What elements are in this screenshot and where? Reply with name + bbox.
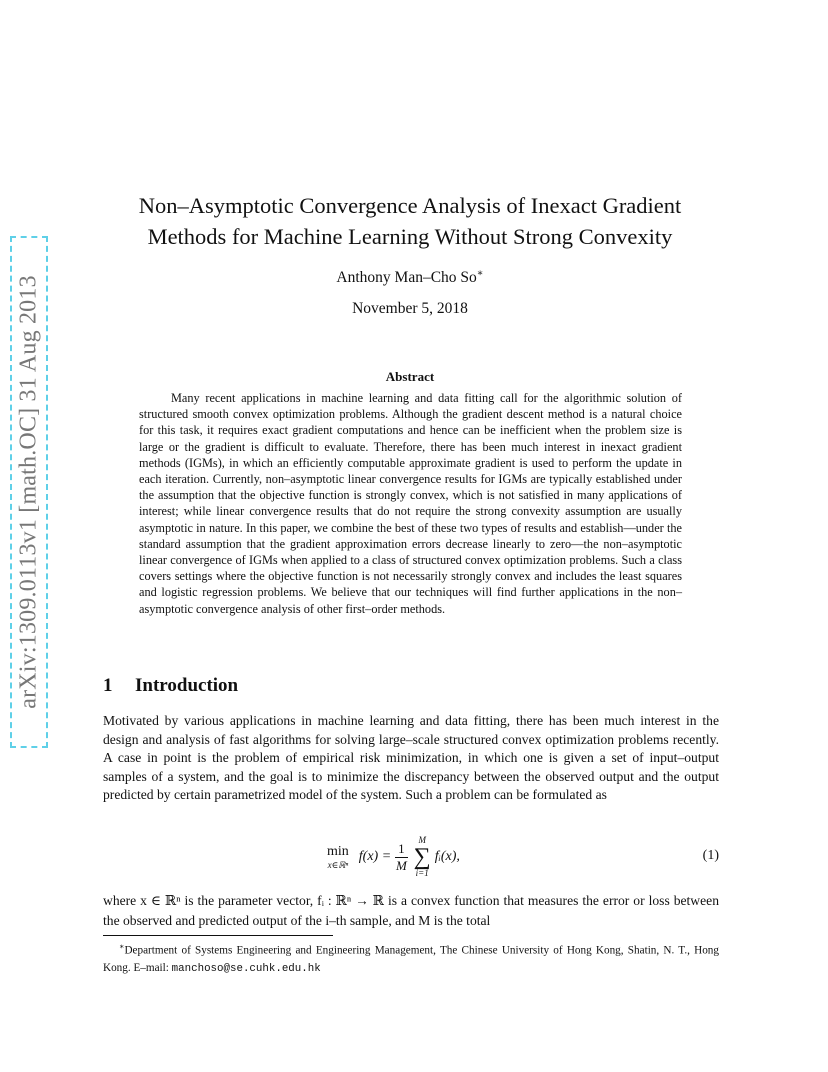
abstract-text: Many recent applications in machine learning and data fitting call for the algorithmic solution of structured smooth convex optimization problems. Although the gradient descent method is a natural choice for this task, it requires exact gradient computations and hence can be inefficient when the problem size is large or the gradient is difficult to evaluate. Therefore, there has been much interest in inexact gradient methods (IGMs), in which an efficiently computable approximate gradient is used to perform the update in each iteration. Currently, non–asymptotic linear convergence results for IGMs are typically established under the assumption that the objective function is strongly convex, which is not satisfied in many applications of interest; while linear convergence results that do not require the strong convexity assumption are usually asymptotic in nature. In this paper, we combine the best of these two types of results and establish—under the standard assumption that the gradient approximation errors decrease linearly to zero—the non–asymptotic linear convergence of IGMs when applied to a class of structured convex optimization problems. Such a class covers settings where the objective function is not necessarily strongly convex and includes the least squares and logistic regression problems. We believe that our techniques will find further applications in the non–asymptotic convergence analysis of other first–order methods. xyxy=(139,391,682,616)
min-op-text: min xyxy=(327,843,349,859)
section-title: Introduction xyxy=(135,675,239,696)
equation-rhs: fᵢ(x), xyxy=(434,849,460,864)
arxiv-stamp xyxy=(10,236,48,748)
fraction-denominator: M xyxy=(395,857,407,873)
min-op-subscript: x∈ℝⁿ xyxy=(327,859,349,870)
after-equation-paragraph: where x ∈ ℝⁿ is the parameter vector, fᵢ : ℝⁿ → ℝ is a convex function that measures the error or loss between the observed and predicted output of the i–th sample, and M is the total xyxy=(103,893,719,928)
abstract-heading: Abstract xyxy=(385,369,435,384)
sum-symbol: ∑ xyxy=(413,844,431,870)
section-heading xyxy=(103,675,238,697)
section-number: 1 xyxy=(103,675,113,696)
footnote-text: Department of Systems Engineering and Engineering Management, The Chinese University of Hong Kong, Shatin, N. T., Hong Kong. E–mail: xyxy=(103,944,719,974)
footnote-divider xyxy=(103,935,333,936)
title-line-1: Non–Asymptotic Convergence Analysis of Inexact Gradient xyxy=(138,193,682,218)
footnote-mark: ∗ xyxy=(119,942,125,951)
footnote-email: manchoso@se.cuhk.edu.hk xyxy=(171,962,321,975)
equation-number: (1) xyxy=(702,848,719,863)
author-name: Anthony Man–Cho So xyxy=(336,269,477,287)
footnote xyxy=(103,938,719,978)
sum-operator xyxy=(414,836,431,878)
equation-lhs: f(x) = xyxy=(358,849,392,864)
fraction xyxy=(395,841,408,874)
equation-math xyxy=(327,832,460,882)
min-operator xyxy=(327,844,349,871)
author-footnote-mark: ∗ xyxy=(476,268,484,279)
sum-lower-limit: i=1 xyxy=(415,868,429,878)
author-line xyxy=(100,268,720,287)
sum-upper-limit: M xyxy=(418,835,426,845)
arxiv-identifier: arXiv:1309.0113v1 [math.OC] 31 Aug 2013 xyxy=(15,275,42,709)
equation-1 xyxy=(103,832,719,882)
fraction-numerator: 1 xyxy=(395,841,408,858)
paper-date: November 5, 2018 xyxy=(352,300,468,317)
paper-title xyxy=(100,190,720,252)
title-line-2: Methods for Machine Learning Without Strong Convexity xyxy=(147,224,673,249)
intro-paragraph: Motivated by various applications in machine learning and data fitting, there has been much interest in the design and analysis of fast algorithms for solving large–scale structured convex optimization problems recently. A case in point is the problem of empirical risk minimization, in which one is given a set of input–output samples of a system, and the goal is to minimize the discrepancy between the observed output and the output predicted by certain parametrized model of the system. Such a problem can be formulated as xyxy=(103,713,719,803)
